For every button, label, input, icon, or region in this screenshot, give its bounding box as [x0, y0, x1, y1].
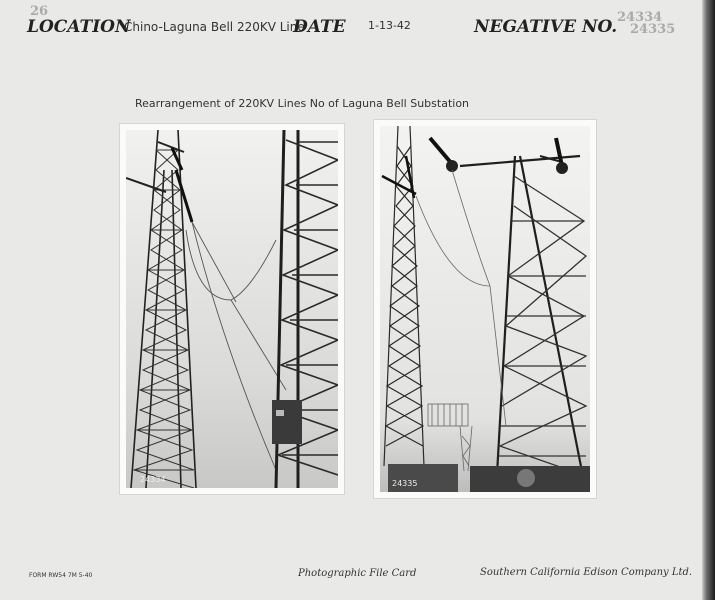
plate-number-left: 24334: [140, 475, 166, 484]
file-number: 26: [30, 4, 49, 19]
location-label: LOCATION: [27, 17, 131, 37]
tower-photo-left: [120, 124, 344, 494]
plate-number-right: 24335: [392, 479, 418, 488]
card-edge-shadow: [702, 0, 715, 600]
negative-label: NEGATIVE NO.: [474, 17, 618, 37]
negative-number-2: 24335: [630, 22, 676, 37]
footer-company: Southern California Edison Company Ltd.: [480, 567, 693, 578]
tower-photo-right: [374, 120, 596, 498]
footer-card-title: Photographic File Card: [298, 568, 417, 579]
location-value: Chino-Laguna Bell 220KV Line: [124, 20, 305, 34]
tower-photo-left-image: [126, 130, 338, 488]
date-label: DATE: [293, 17, 346, 37]
negative-number-1: 24334: [617, 10, 663, 25]
tower-photo-right-image: [380, 126, 590, 492]
date-value: 1-13-42: [368, 19, 411, 32]
form-code: FORM RW54 7M 5-40: [29, 572, 93, 579]
photo-caption: Rearrangement of 220KV Lines No of Laguna Bell Substation: [135, 97, 470, 110]
